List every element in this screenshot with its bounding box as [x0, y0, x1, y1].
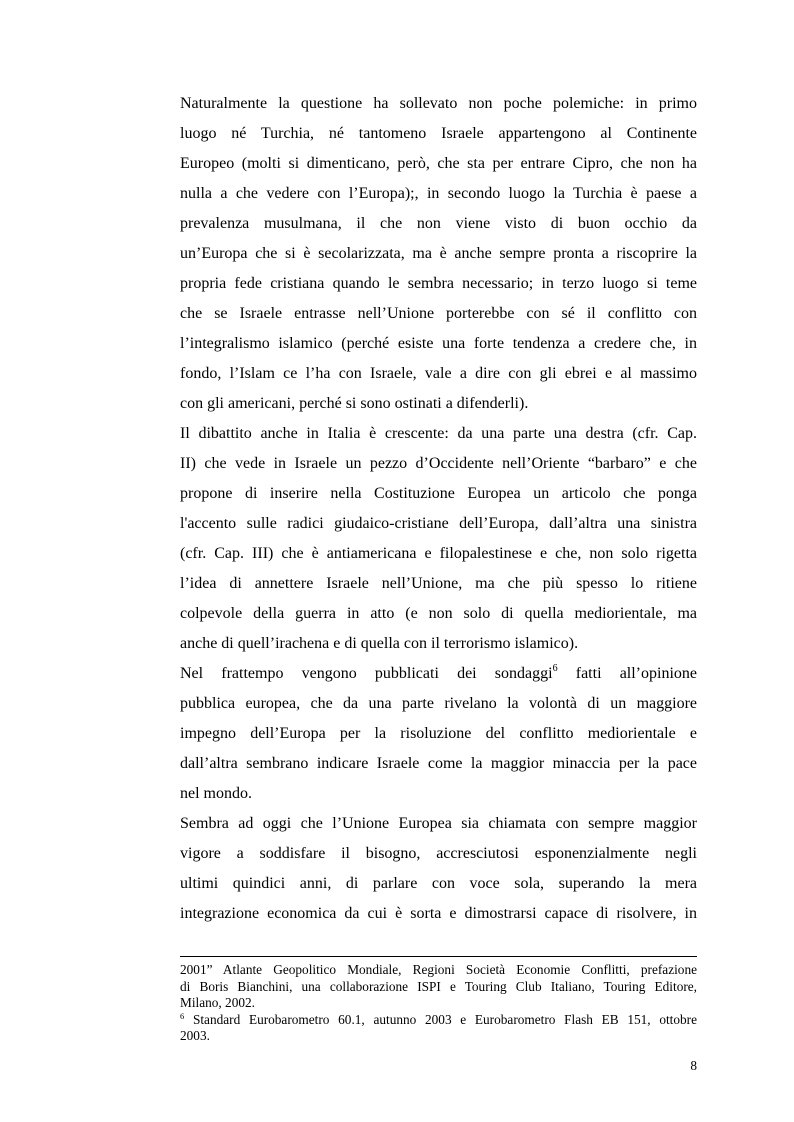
text-line: che se Israele entrasse nell’Unione porterebbe con sé il conflitto con — [180, 305, 697, 322]
footnotes — [180, 962, 697, 1045]
footnote-continuation — [180, 962, 697, 1012]
text-line: prevalenza musulmana, il che non viene visto di buon occhio da — [180, 215, 697, 232]
body-text — [180, 89, 697, 929]
text-line: dall’altra sembrano indicare Israele come la maggior minaccia per la pace — [180, 755, 697, 772]
text-line: ultimi quindici anni, di parlare con voce sola, superando la mera — [180, 875, 697, 892]
text-fragment: Nel frattempo vengono pubblicati dei sondaggi — [180, 665, 553, 682]
text-line: propone di inserire nella Costituzione Europea un articolo che ponga — [180, 485, 697, 502]
footnote-reference[interactable]: 6 — [552, 663, 558, 674]
text-line: II) che vede in Israele un pezzo d’Occidente nell’Oriente “barbaro” e che — [180, 455, 697, 472]
footnote-6 — [180, 1012, 697, 1045]
footnote-separator — [180, 956, 697, 957]
text-line: vigore a soddisfare il bisogno, accresciutosi esponenzialmente negli — [180, 845, 697, 862]
text-line: integrazione economica da cui è sorta e dimostrarsi capace di risolvere, in — [180, 905, 697, 922]
text-line: l’integralismo islamico (perché esiste una forte tendenza a credere che, in — [180, 335, 697, 352]
text-line: nel mondo. — [180, 785, 252, 802]
text-line: nulla a che vedere con l’Europa);, in secondo luogo la Turchia è paese a — [180, 185, 697, 202]
text-line: Naturalmente la questione ha sollevato non poche polemiche: in primo — [180, 95, 697, 112]
footnote-number: 6 — [180, 1010, 185, 1021]
text-line — [180, 659, 697, 689]
footnote-line — [180, 1012, 697, 1029]
text-line: pubblica europea, che da una parte rivelano la volontà di un maggiore — [180, 695, 697, 712]
page-number: 8 — [690, 1058, 697, 1073]
footnote-line: Milano, 2002. — [180, 995, 255, 1010]
text-line: l'accento sulle radici giudaico-cristiane dell’Europa, dall’altra una sinistra — [180, 515, 697, 532]
text-line: Europeo (molti si dimenticano, però, che sta per entrare Cipro, che non ha — [180, 155, 697, 172]
paragraph-turkey-israel-controversy — [180, 89, 697, 419]
footnote-line: di Boris Bianchini, una collaborazione ISPI e Touring Club Italiano, Touring Editore, — [180, 978, 697, 994]
footnote-line: 2001” Atlante Geopolitico Mondiale, Regioni Società Economie Conflitti, prefazione — [180, 962, 697, 977]
paragraph-european-union — [180, 809, 697, 929]
text-line: anche di quell’irachena e di quella con il terrorismo islamico). — [180, 635, 579, 652]
paragraph-surveys — [180, 659, 697, 809]
text-line: Il dibattito anche in Italia è crescente: da una parte una destra (cfr. Cap. — [180, 425, 697, 442]
footnote-text: Standard Eurobarometro 60.1, autunno 2003 e Eurobarometro Flash EB 151, ottobre — [184, 1011, 697, 1027]
text-line: impegno dell’Europa per la risoluzione del conflitto mediorientale e — [180, 725, 697, 742]
text-line: con gli americani, perché si sono ostinati a difenderli). — [180, 395, 529, 412]
text-line: un’Europa che si è secolarizzata, ma è anche sempre pronta a riscoprire la — [180, 245, 697, 262]
text-line: fondo, l’Islam ce l’ha con Israele, vale a dire con gli ebrei e al massimo — [180, 365, 697, 382]
text-line: l’idea di annettere Israele nell’Unione, ma che più spesso lo ritiene — [180, 575, 697, 592]
text-line: Sembra ad oggi che l’Unione Europea sia chiamata con sempre maggior — [180, 815, 697, 832]
text-line: (cfr. Cap. III) che è antiamericana e filopalestinese e che, non solo rigetta — [180, 545, 697, 562]
text-line: colpevole della guerra in atto (e non solo di quella mediorientale, ma — [180, 605, 697, 622]
text-line: propria fede cristiana quando le sembra necessario; in terzo luogo si teme — [180, 275, 697, 292]
footnote-line: 2003. — [180, 1028, 210, 1043]
paragraph-italian-debate — [180, 419, 697, 659]
text-fragment: fatti all’opinione — [557, 665, 698, 682]
text-line: luogo né Turchia, né tantomeno Israele appartengono al Continente — [180, 125, 697, 142]
